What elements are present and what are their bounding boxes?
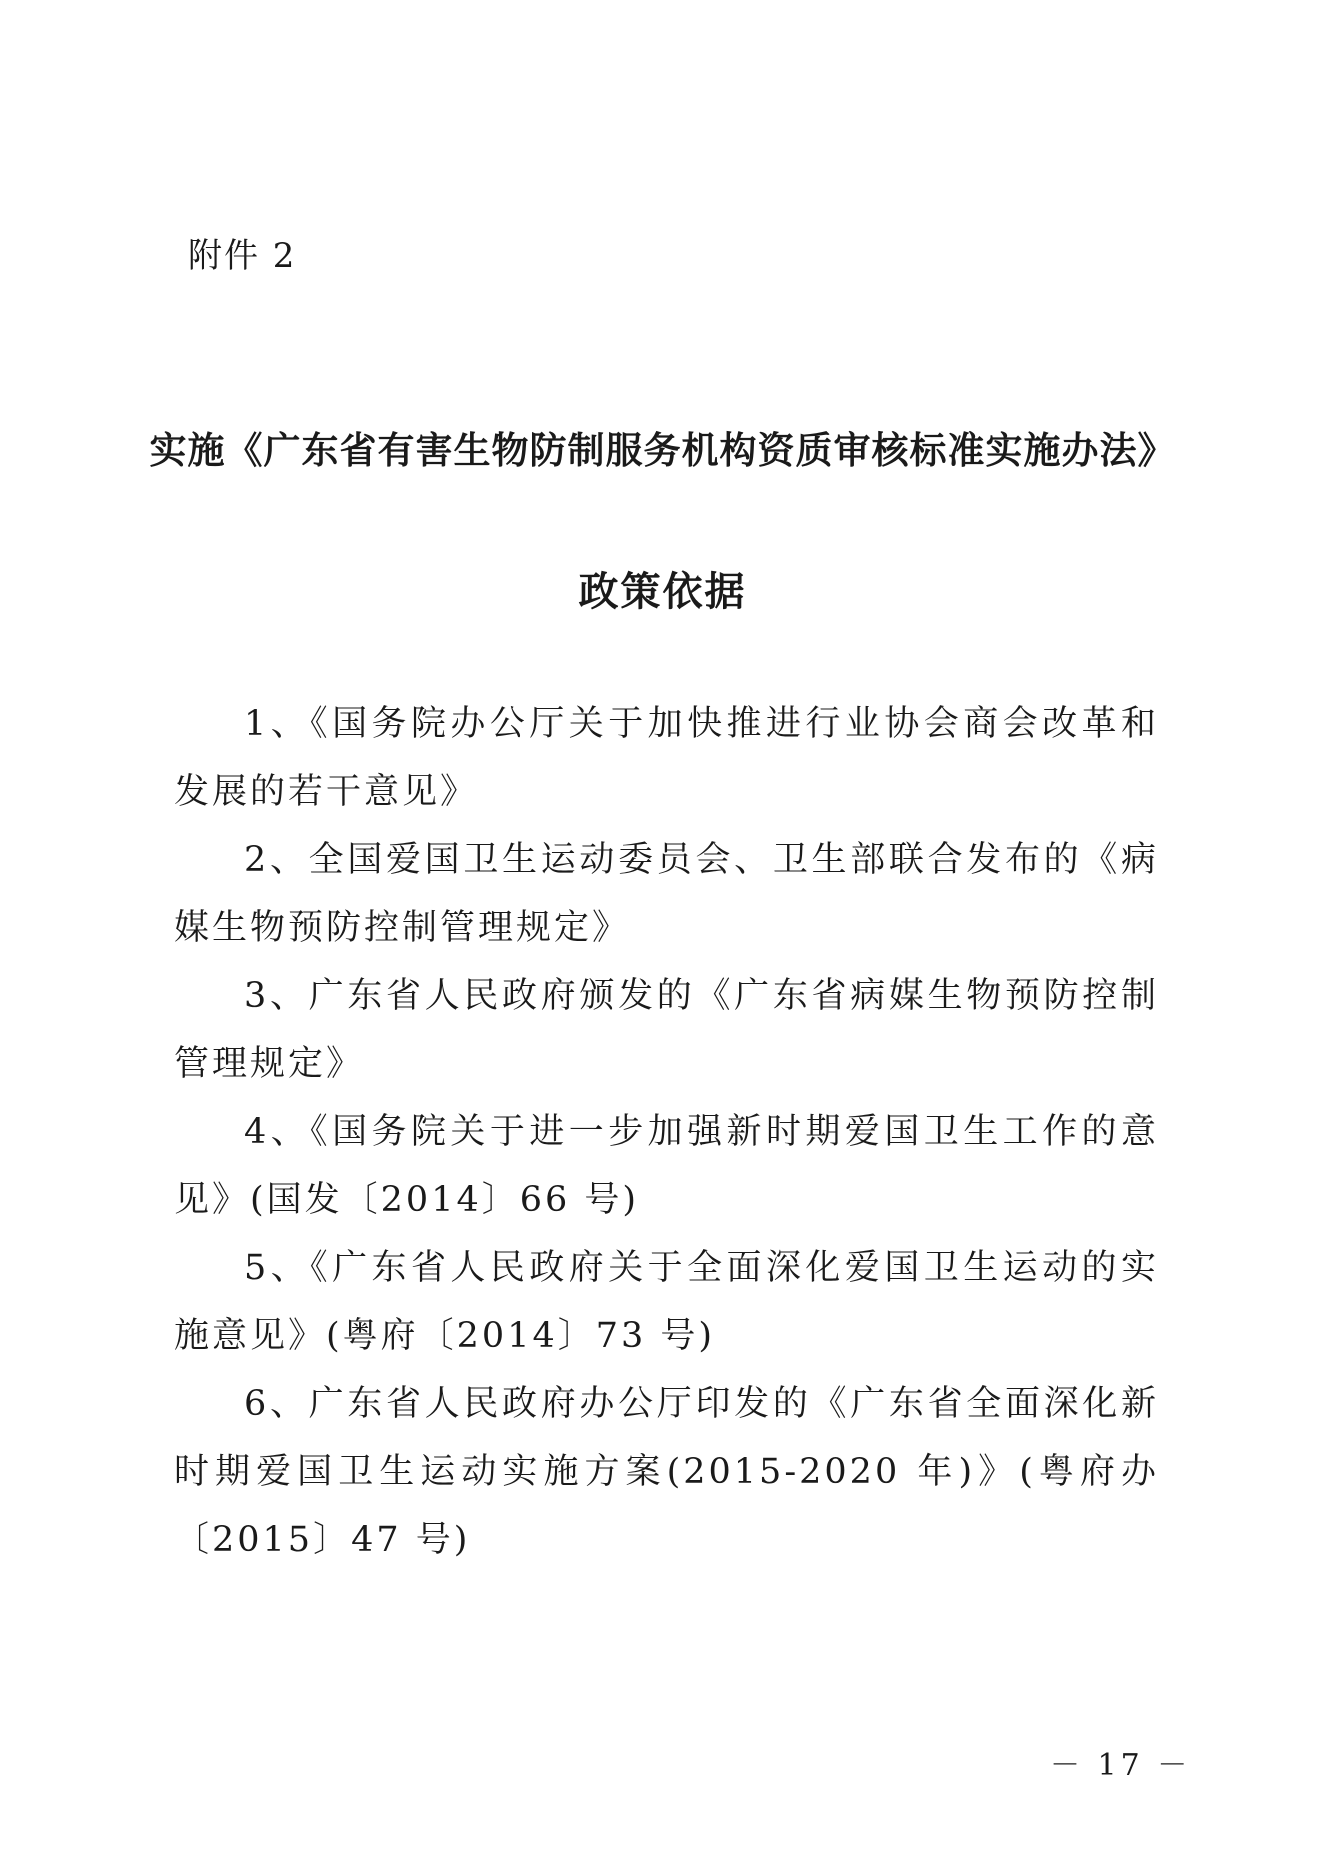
policy-basis-list — [174, 690, 1159, 1574]
list-item: 1、《国务院办公厅关于加快推进行业协会商会改革和发展的若干意见》 — [174, 704, 1159, 812]
document-subtitle: 政策依据 — [578, 569, 747, 615]
document-title: 实施《广东省有害生物防制服务机构资质审核标准实施办法》 — [149, 429, 1176, 472]
list-item: 4、《国务院关于进一步加强新时期爱国卫生工作的意见》(国发〔2014〕66 号) — [174, 1112, 1159, 1220]
list-item: 2、全国爱国卫生运动委员会、卫生部联合发布的《病媒生物预防控制管理规定》 — [174, 840, 1159, 948]
attachment-label: 附件 2 — [188, 236, 297, 276]
list-item: 6、广东省人民政府办公厅印发的《广东省全面深化新时期爱国卫生运动实施方案(2015-2020 年)》(粤府办〔2015〕47 号) — [174, 1384, 1159, 1560]
list-item: 3、广东省人民政府颁发的《广东省病媒生物预防控制管理规定》 — [174, 976, 1159, 1084]
list-item: 5、《广东省人民政府关于全面深化爱国卫生运动的实施意见》(粤府〔2014〕73 号) — [174, 1248, 1159, 1356]
page-number: － 17 － — [1050, 1748, 1192, 1783]
